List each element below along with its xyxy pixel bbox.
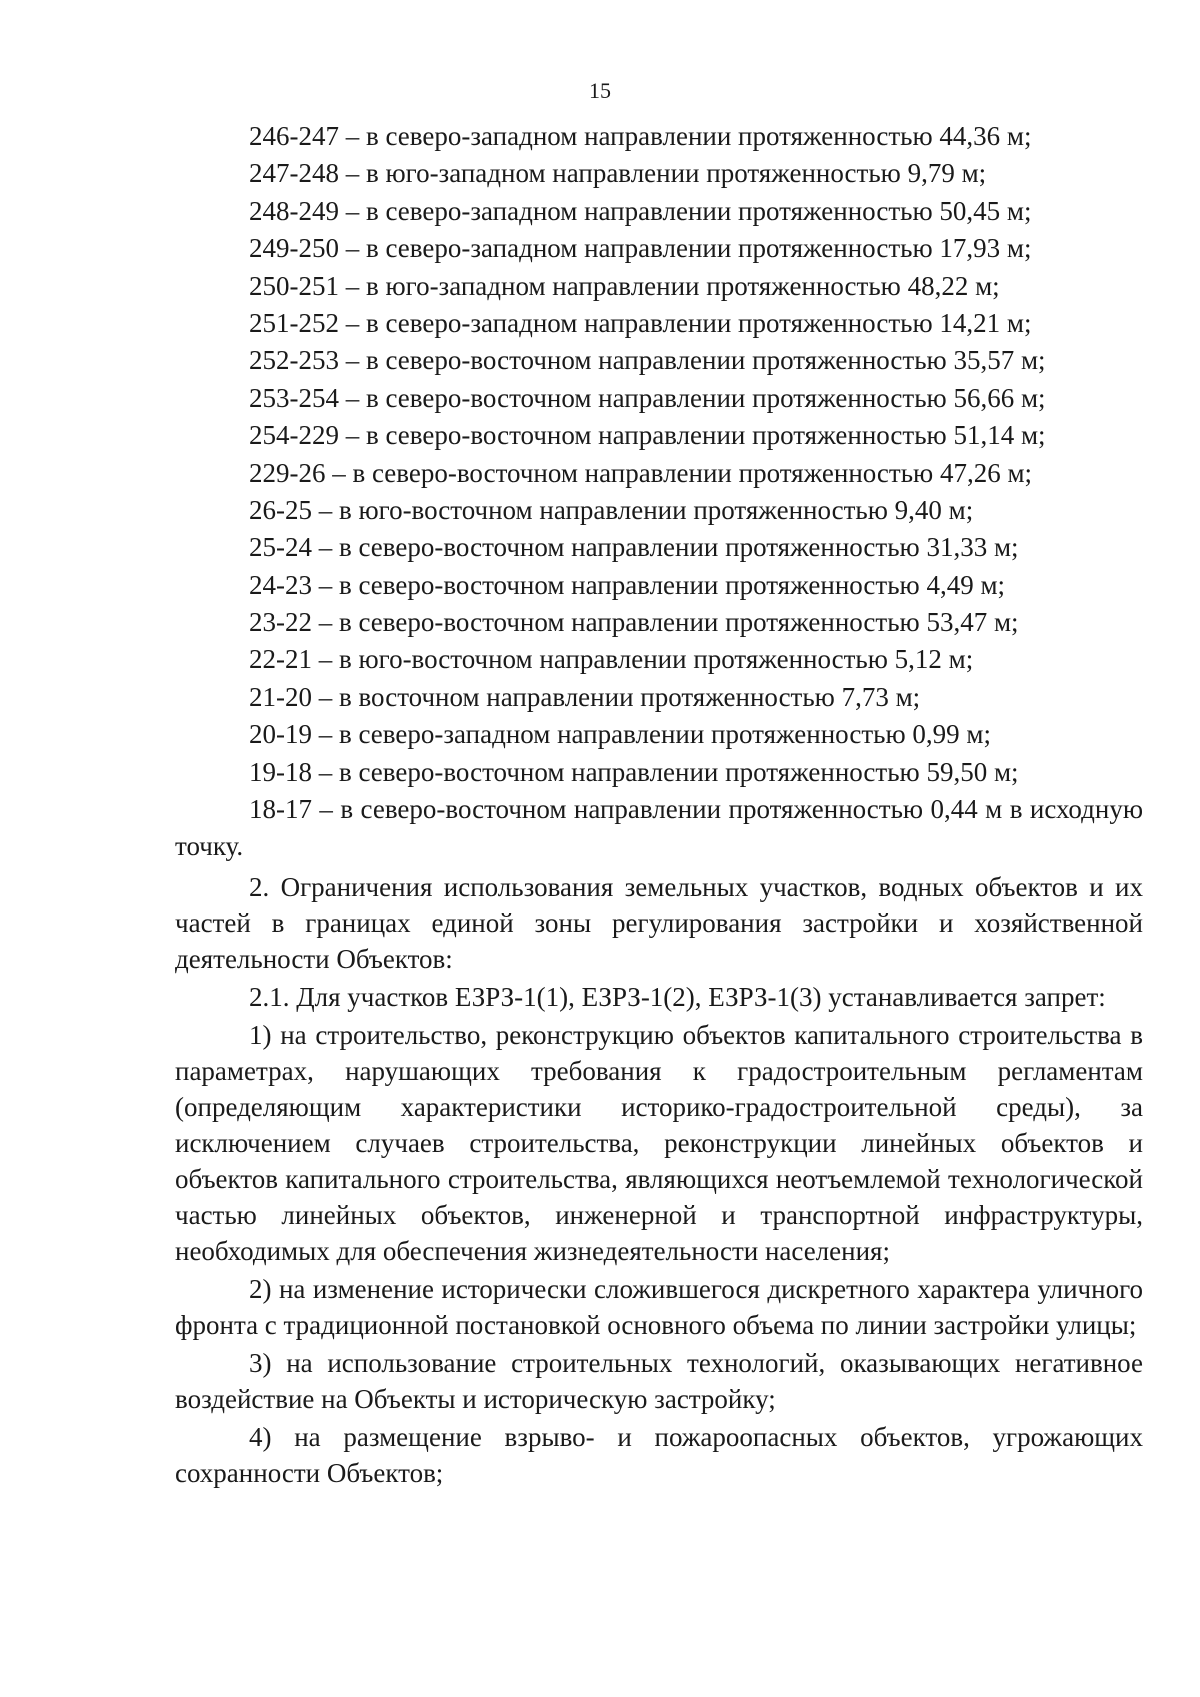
boundary-segment: 23-22 – в северо-восточном направлении протяженностью 53,47 м;	[249, 607, 1019, 638]
restriction-item: 4) на размещение взрыво- и пожароопасных объектов, угрожающих сохранности Объектов;	[175, 1422, 1143, 1489]
boundary-segment: 250-251 – в юго-западном направлении протяженностью 48,22 м;	[249, 270, 1000, 301]
boundary-segment: 19-18 – в северо-восточном направлении протяженностью 59,50 м;	[249, 756, 1019, 787]
document-body	[175, 118, 1143, 1491]
boundary-segment-list	[175, 118, 1143, 791]
boundary-segment: 246-247 – в северо-западном направлении протяженностью 44,36 м;	[249, 121, 1032, 151]
boundary-segment: 247-248 – в юго-западном направлении протяженностью 9,79 м;	[249, 158, 987, 189]
section-2-heading: 2. Ограничения использования земельных участков, водных объектов и их частей в границах единой зоны регулирования застройки и хозяйственной деятельности Объектов:	[175, 872, 1143, 975]
restriction-item: 3) на использование строительных технологий, оказывающих негативное воздействие на Объекты и историческую застройку;	[175, 1348, 1143, 1415]
boundary-segment: 21-20 – в восточном направлении протяженностью 7,73 м;	[249, 681, 921, 712]
final-boundary-segment: 18-17 – в северо-восточном направлении протяженностью 0,44 м в исходную точку.	[175, 794, 1143, 862]
boundary-segment: 25-24 – в северо-восточном направлении протяженностью 31,33 м;	[249, 532, 1019, 563]
boundary-segment: 20-19 – в северо-западном направлении протяженностью 0,99 м;	[249, 719, 991, 750]
boundary-segment: 22-21 – в юго-восточном направлении протяженностью 5,12 м;	[249, 644, 974, 675]
boundary-segment: 254-229 – в северо-восточном направлении протяженностью 51,14 м;	[249, 420, 1046, 451]
section-2-1-heading: 2.1. Для участков ЕЗРЗ-1(1), ЕЗРЗ-1(2), ЕЗРЗ-1(3) устанавливается запрет:	[249, 982, 1106, 1013]
restriction-item: 1) на строительство, реконструкцию объектов капитального строительства в параметрах, нарушающих требования к градостроительным регламентам (определяющим характеристики историко-градостроительной среды), за исключением случаев строительства, реконструкции линейных объектов и объектов капитального строительства, являющихся неотъемлемой технологической частью линейных объектов, инженерной и транспортной инфраструктуры, необходимых для обеспечения жизнедеятельности населения;	[175, 1020, 1143, 1267]
page-number: 15	[589, 78, 611, 103]
boundary-segment: 251-252 – в северо-западном направлении протяженностью 14,21 м;	[249, 307, 1032, 338]
boundary-segment: 249-250 – в северо-западном направлении протяженностью 17,93 м;	[249, 233, 1032, 264]
boundary-segment: 24-23 – в северо-восточном направлении протяженностью 4,49 м;	[249, 569, 1006, 600]
boundary-segment: 26-25 – в юго-восточном направлении протяженностью 9,40 м;	[249, 494, 974, 525]
boundary-segment: 248-249 – в северо-западном направлении протяженностью 50,45 м;	[249, 195, 1032, 226]
boundary-segment: 252-253 – в северо-восточном направлении протяженностью 35,57 м;	[249, 345, 1046, 376]
boundary-segment: 229-26 – в северо-восточном направлении протяженностью 47,26 м;	[249, 457, 1033, 488]
restriction-item: 2) на изменение исторически сложившегося дискретного характера уличного фронта с традиционной постановкой основного объема по линии застройки улицы;	[175, 1274, 1143, 1341]
boundary-segment: 253-254 – в северо-восточном направлении протяженностью 56,66 м;	[249, 382, 1046, 413]
